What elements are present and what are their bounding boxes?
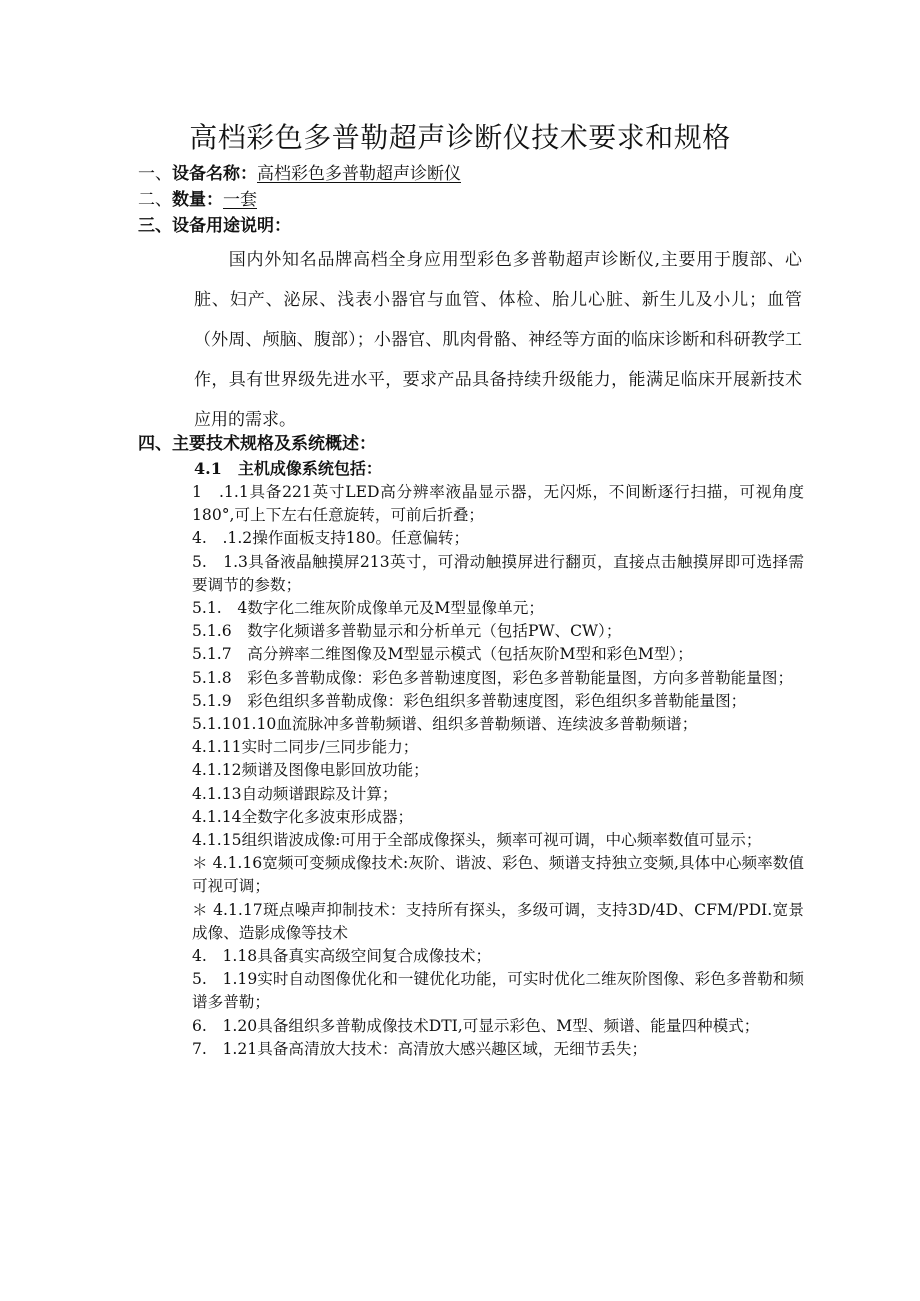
spec-item: 4.1.13自动频谱跟踪及计算；	[192, 784, 398, 803]
section-label: 数量：	[172, 190, 223, 210]
spec-item: 5.1.6 数字化频谱多普勒显示和分析单元（包括PW、CW）；	[192, 622, 622, 641]
spec-item: 4.1.14全数字化多波束形成器；	[192, 807, 414, 826]
section-prefix: 四、	[138, 434, 172, 454]
spec-item: 5.1.9 彩色组织多普勒成像：彩色组织多普勒速度图，彩色组织多普勒能量图；	[192, 691, 747, 710]
spec-item: 4.1.12频谱及图像电影回放功能；	[192, 761, 429, 780]
subsection-heading: 4.1 主机成像系统包括：	[194, 459, 382, 478]
section-label: 主要技术规格及系统概述：	[172, 434, 376, 454]
section-label: 设备名称：	[172, 164, 257, 184]
spec-item: 6. 1.20具备组织多普勒成像技术DTI,可显示彩色、M型、频谱、能量四种模式；	[192, 1016, 760, 1035]
spec-item: 5.1.8 彩色多普勒成像：彩色多普勒速度图，彩色多普勒能量图，方向多普勒能量图；	[192, 668, 794, 687]
spec-item: 5.1. 4数字化二维灰阶成像单元及M型显像单元；	[192, 599, 544, 618]
section-prefix: 一、	[138, 164, 172, 184]
spec-item: 7. 1.21具备高清放大技术：高清放大感兴趣区域，无细节丢失；	[192, 1039, 648, 1058]
spec-item: 4.1.15组织谐波成像:可用于全部成像探头，频率可视可调，中心频率数值可显示；	[192, 831, 762, 850]
section-prefix: 二、	[138, 190, 172, 210]
usage-paragraph	[194, 240, 802, 440]
section-quantity	[138, 188, 257, 212]
section-equipment-name	[138, 162, 461, 186]
section-prefix: 三、	[138, 216, 172, 236]
section-usage	[138, 214, 291, 238]
quantity-value: 一套	[223, 190, 257, 210]
document-title: 高档彩色多普勒超声诊断仪技术要求和规格	[189, 121, 731, 154]
spec-item: 5.1.7 高分辨率二维图像及M型显示模式（包括灰阶M型和彩色M型）；	[192, 645, 693, 664]
spec-item: ＊ 4.1.17斑点噪声抑制技术：支持所有探头，多级可调，支持3D/4D、CFM/PDI.宽景成像、造影成像等技术	[192, 900, 804, 942]
section-label: 设备用途说明：	[172, 216, 291, 236]
spec-item: 1 .1.1具备221英寸LED高分辨率液晶显示器，无闪烁，不间断逐行扫描，可视角度180°,可上下左右任意旋转，可前后折叠；	[192, 483, 804, 525]
spec-item: 5. 1.19实时自动图像优化和一键优化功能，可实时优化二维灰阶图像、彩色多普勒和频谱多普勒；	[192, 970, 804, 1012]
spec-item: ＊ 4.1.16宽频可变频成像技术:灰阶、谐波、彩色、频谱支持独立变频,具体中心频率数值可视可调；	[192, 854, 804, 896]
section-specs	[138, 432, 376, 456]
equipment-name-value: 高档彩色多普勒超声诊断仪	[257, 164, 461, 184]
spec-item-list	[192, 481, 804, 1061]
spec-item: 4. 1.18具备真实高级空间复合成像技术；	[192, 947, 492, 966]
spec-item: 5.1.101.10血流脉冲多普勒频谱、组织多普勒频谱、连续波多普勒频谱；	[192, 715, 698, 734]
spec-item: 5. 1.3具备液晶触摸屏213英寸，可滑动触摸屏进行翻页，直接点击触摸屏即可选择需要调节的参数；	[192, 552, 804, 594]
spec-item: 4.1.11实时二同步/三同步能力；	[192, 738, 419, 757]
spec-item: 4. .1.2操作面板支持180。任意偏转；	[192, 529, 470, 548]
usage-paragraph-text: 国内外知名品牌高档全身应用型彩色多普勒超声诊断仪,主要用于腹部、心脏、妇产、泌尿、浅表小器官与血管、体检、胎儿心脏、新生儿及小儿；血管（外周、颅脑、腹部）；小器官、肌肉骨骼、神经等方面的临床诊断和科研教学工作，具有世界级先进水平，要求产品具备持续升级能力，能满足临床开展新技术应用的需求。	[194, 250, 802, 430]
